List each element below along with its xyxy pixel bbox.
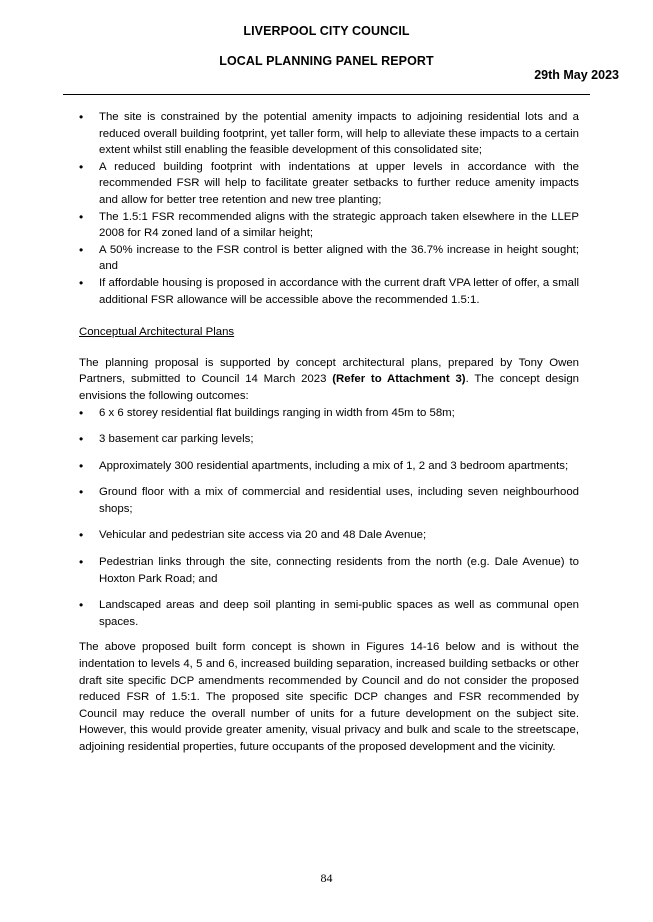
report-date: 29th May 2023 xyxy=(534,68,619,82)
list-item: • Landscaped areas and deep soil planting in semi-public spaces as well as communal open spaces. xyxy=(79,597,579,630)
header-divider xyxy=(63,94,590,95)
list-item: • A 50% increase to the FSR control is better aligned with the 36.7% increase in height sought; and xyxy=(79,242,579,275)
intro-paragraph xyxy=(79,355,579,405)
list-item: • Approximately 300 residential apartments, including a mix of 1, 2 and 3 bedroom apartments; xyxy=(79,458,579,475)
outcomes-list xyxy=(79,405,579,631)
council-name: LIVERPOOL CITY COUNCIL xyxy=(243,24,410,38)
list-item: • Ground floor with a mix of commercial and residential uses, including seven neighbourhood shops; xyxy=(79,484,579,517)
list-item: • 3 basement car parking levels; xyxy=(79,431,579,448)
closing-paragraph: The above proposed built form concept is shown in Figures 14-16 below and is without the indentation to levels 4, 5 and 6, increased building separation, increased building setbacks or other draft site specific DCP amendments recommended by Council and do not consider the proposed reduced FSR of 1.5:1. The proposed site specific DCP changes and FSR recommended by Council may reduce the overall number of units for a future development on the subject site. However, this would provide greater amenity, visual privacy and bulk and scale to the streetscape, adjoining residential properties, future occupants of the proposed development and the vicinity. xyxy=(79,641,579,753)
report-title: LOCAL PLANNING PANEL REPORT xyxy=(219,54,434,68)
intro-text-end: . The concept design envisions the following outcomes: xyxy=(79,373,579,402)
list-item: • Vehicular and pedestrian site access via 20 and 48 Dale Avenue; xyxy=(79,527,579,544)
constraints-list xyxy=(79,109,579,308)
list-item: • 6 x 6 storey residential flat buildings ranging in width from 45m to 58m; xyxy=(79,405,579,422)
attachment-reference: (Refer to Attachment 3) xyxy=(332,373,466,386)
section-heading: Conceptual Architectural Plans xyxy=(79,326,235,339)
list-item: • The site is constrained by the potential amenity impacts to adjoining residential lots and a reduced overall building footprint, yet taller form, will help to alleviate these impacts to a certain extent whilst still enabling the feasible development of this consolidated site; xyxy=(79,109,579,159)
list-item: • Pedestrian links through the site, connecting residents from the north (e.g. Dale Avenue) to Hoxton Park Road; and xyxy=(79,554,579,587)
intro-text: The planning proposal is supported by concept architectural plans, prepared by Tony Owen Partners, submitted to Council 14 March 2023 xyxy=(79,356,579,386)
list-item: • If affordable housing is proposed in accordance with the current draft VPA letter of offer, a small additional FSR allowance will be accessible above the recommended 1.5:1. xyxy=(79,275,579,308)
list-item: • A reduced building footprint with indentations at upper levels in accordance with the recommended FSR will help to facilitate greater setbacks to further reduce amenity impacts and allow for better tree retention and new tree planting; xyxy=(79,159,579,209)
page-number: 84 xyxy=(320,871,333,885)
list-item: • The 1.5:1 FSR recommended aligns with the strategic approach taken elsewhere in the LLEP 2008 for R4 zoned land of a similar height; xyxy=(79,209,579,242)
page-body xyxy=(79,109,579,756)
